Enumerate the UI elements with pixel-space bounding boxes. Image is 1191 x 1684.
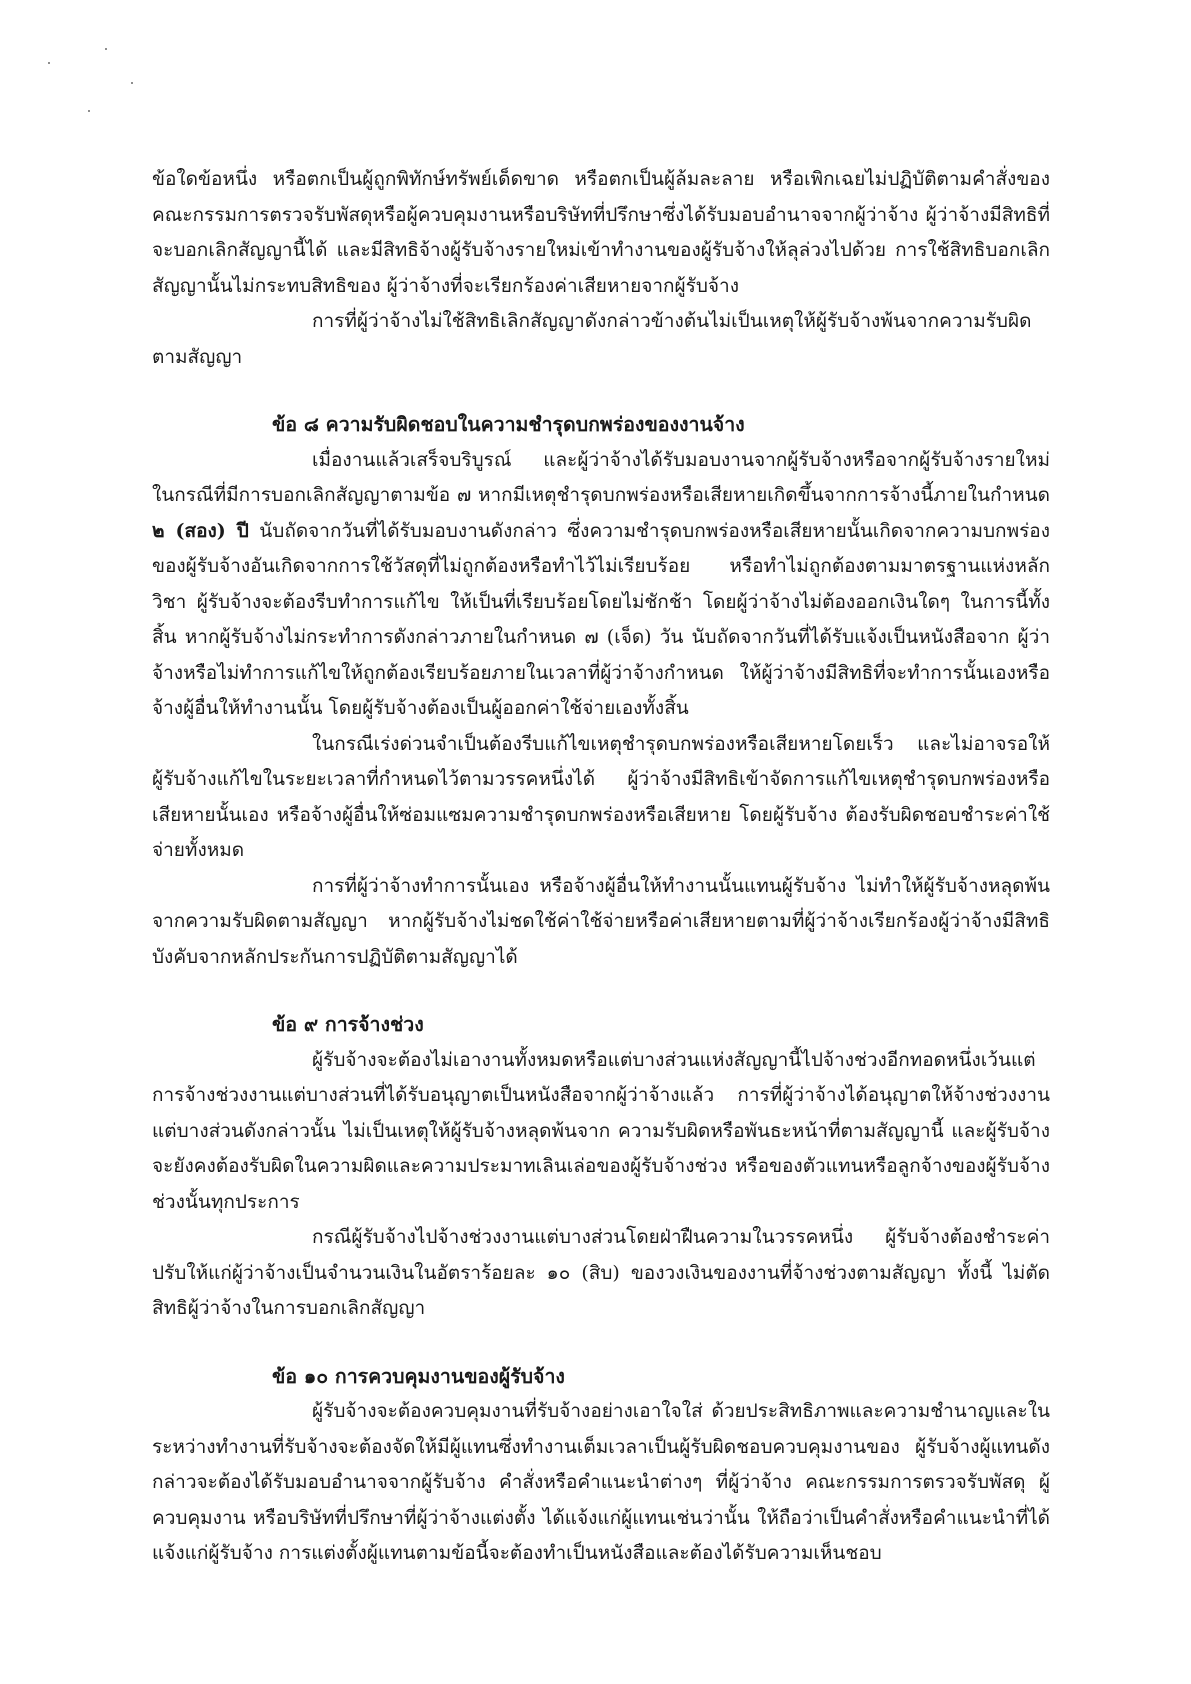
defect-liability-text-2: นับถัดจากวันที่ได้รับมอบงานดังกล่าว ซึ่งความชำรุดบกพร่องหรือเสียหายนั้นเกิดจากความบกพร่องของผู้รับจ้างอันเกิดจากการใช้วัสดุที่ไม่ถูกต้องหรือทำไว้ไม่เรียบร้อย หรือทำไม่ถูกต้องตามมาตรฐานแห่งหลักวิชา ผู้รับจ้างจะต้องรีบทำการแก้ไข ให้เป็นที่เรียบร้อยโดยไม่ชักช้า โดยผู้ว่าจ้างไม่ต้องออกเงินใดๆ ในการนี้ทั้งสิ้น หากผู้รับจ้างไม่กระทำการดังกล่าวภายในกำหนด ๗ (เจ็ด) วัน นับถัดจากวันที่ได้รับแจ้งเป็นหนังสือจาก ผู้ว่าจ้างหรือไม่ทำการแก้ไขให้ถูกต้องเรียบร้อยภายในเวลาที่ผู้ว่าจ้างกำหนด ให้ผู้ว่าจ้างมีสิทธิที่จะทำการนั้นเองหรือจ้างผู้อื่นให้ทำงานนั้น โดยผู้รับจ้างต้องเป็นผู้ออกค่าใช้จ่ายเองทั้งสิ้น <box>152 519 1050 719</box>
paragraph-no-waiver: การที่ผู้ว่าจ้างไม่ใช้สิทธิเลิกสัญญาดังกล่าวข้างต้นไม่เป็นเหตุให้ผู้รับจ้างพ้นจากความรับผิดตามสัญญา <box>152 310 1032 368</box>
warranty-period: ๒ (สอง) ปี <box>152 519 249 542</box>
scan-speck <box>88 110 90 112</box>
defect-liability-text-1: เมื่องานแล้วเสร็จบริบูรณ์ และผู้ว่าจ้างได้รับมอบงานจากผู้รับจ้างหรือจากผู้รับจ้างรายใหม่ ในกรณีที่มีการบอกเลิกสัญญาตามข้อ ๗ หากมีเหตุชำรุดบกพร่องหรือเสียหายเกิดขึ้นจากการจ้างนี้ภายในกำหนด <box>152 448 1050 506</box>
section-heading-9: ข้อ ๙ การจ้างช่วง <box>272 1013 424 1036</box>
paragraph-urgent-repair: ในกรณีเร่งด่วนจำเป็นต้องรีบแก้ไขเหตุชำรุดบกพร่องหรือเสียหายโดยเร็ว และไม่อาจรอให้ผู้รับจ้างแก้ไขในระยะเวลาที่กำหนดไว้ตามวรรคหนึ่งได้ ผู้ว่าจ้างมีสิทธิเข้าจัดการแก้ไขเหตุชำรุดบกพร่องหรือเสียหายนั้นเอง หรือจ้างผู้อื่นให้ซ่อมแซมความชำรุดบกพร่องหรือเสียหาย โดยผู้รับจ้าง ต้องรับผิดชอบชำระค่าใช้จ่ายทั้งหมด <box>152 732 1050 861</box>
paragraph-defect-liability <box>152 443 1050 727</box>
document-body <box>152 162 1050 1572</box>
paragraph-work-supervision: ผู้รับจ้างจะต้องควบคุมงานที่รับจ้างอย่างเอาใจใส่ ด้วยประสิทธิภาพและความชำนาญและในระหว่างทำงานที่รับจ้างจะต้องจัดให้มีผู้แทนซึ่งทำงานเต็มเวลาเป็นผู้รับผิดชอบควบคุมงานของ ผู้รับจ้างผู้แทนดังกล่าวจะต้องได้รับมอบอำนาจจากผู้รับจ้าง คำสั่งหรือคำแนะนำต่างๆ ที่ผู้ว่าจ้าง คณะกรรมการตรวจรับพัสดุ ผู้ควบคุมงาน หรือบริษัทที่ปรึกษาที่ผู้ว่าจ้างแต่งตั้ง ได้แจ้งแก่ผู้แทนเช่นว่านั้น ให้ถือว่าเป็นคำสั่งหรือคำแนะนำที่ได้แจ้งแก่ผู้รับจ้าง การแต่งตั้งผู้แทนตามข้อนี้จะต้องทำเป็นหนังสือและต้องได้รับความเห็นชอบ <box>152 1400 1050 1564</box>
scan-speck <box>48 62 50 64</box>
paragraph-subcontract-penalty: กรณีผู้รับจ้างไปจ้างช่วงงานแต่บางส่วนโดยฝ่าฝืนความในวรรคหนึ่ง ผู้รับจ้างต้องชำระค่าปรับให้แก่ผู้ว่าจ้างเป็นจำนวนเงินในอัตราร้อยละ ๑๐ (สิบ) ของวงเงินของงานที่จ้างช่วงตามสัญญา ทั้งนี้ ไม่ตัดสิทธิผู้ว่าจ้างในการบอกเลิกสัญญา <box>152 1226 1050 1319</box>
section-heading-8: ข้อ ๘ ความรับผิดชอบในความชำรุดบกพร่องของงานจ้าง <box>272 413 745 436</box>
paragraph-termination-rights: ข้อใดข้อหนึ่ง หรือตกเป็นผู้ถูกพิทักษ์ทรัพย์เด็ดขาด หรือตกเป็นผู้ล้มละลาย หรือเพิกเฉยไม่ปฏิบัติตามคำสั่งของคณะกรรมการตรวจรับพัสดุหรือผู้ควบคุมงานหรือบริษัทที่ปรึกษาซึ่งได้รับมอบอำนาจจากผู้ว่าจ้าง ผู้ว่าจ้างมีสิทธิที่จะบอกเลิกสัญญานี้ได้ และมีสิทธิจ้างผู้รับจ้างรายใหม่เข้าทำงานของผู้รับจ้างให้ลุล่วงไปด้วย การใช้สิทธิบอกเลิกสัญญานั้นไม่กระทบสิทธิของ ผู้ว่าจ้างที่จะเรียกร้องค่าเสียหายจากผู้รับจ้าง <box>152 168 1050 297</box>
paragraph-subcontracting: ผู้รับจ้างจะต้องไม่เอางานทั้งหมดหรือแต่บางส่วนแห่งสัญญานี้ไปจ้างช่วงอีกทอดหนึ่งเว้นแต่การจ้างช่วงงานแต่บางส่วนที่ได้รับอนุญาตเป็นหนังสือจากผู้ว่าจ้างแล้ว การที่ผู้ว่าจ้างได้อนุญาตให้จ้างช่วงงานแต่บางส่วนดังกล่าวนั้น ไม่เป็นเหตุให้ผู้รับจ้างหลุดพ้นจาก ความรับผิดหรือพันธะหน้าที่ตามสัญญานี้ และผู้รับจ้างจะยังคงต้องรับผิดในความผิดและความประมาทเลินเล่อของผู้รับจ้างช่วง หรือของตัวแทนหรือลูกจ้างของผู้รับจ้างช่วงนั้นทุกประการ <box>152 1048 1050 1213</box>
section-heading-10: ข้อ ๑๐ การควบคุมงานของผู้รับจ้าง <box>272 1364 565 1388</box>
scan-speck <box>131 82 133 84</box>
scan-speck <box>105 48 107 50</box>
paragraph-repair-costs: การที่ผู้ว่าจ้างทำการนั้นเอง หรือจ้างผู้อื่นให้ทำงานนั้นแทนผู้รับจ้าง ไม่ทำให้ผู้รับจ้างหลุดพ้นจากความรับผิดตามสัญญา หากผู้รับจ้างไม่ชดใช้ค่าใช้จ่ายหรือค่าเสียหายตามที่ผู้ว่าจ้างเรียกร้องผู้ว่าจ้างมีสิทธิบังคับจากหลักประกันการปฏิบัติตามสัญญาได้ <box>152 874 1050 968</box>
